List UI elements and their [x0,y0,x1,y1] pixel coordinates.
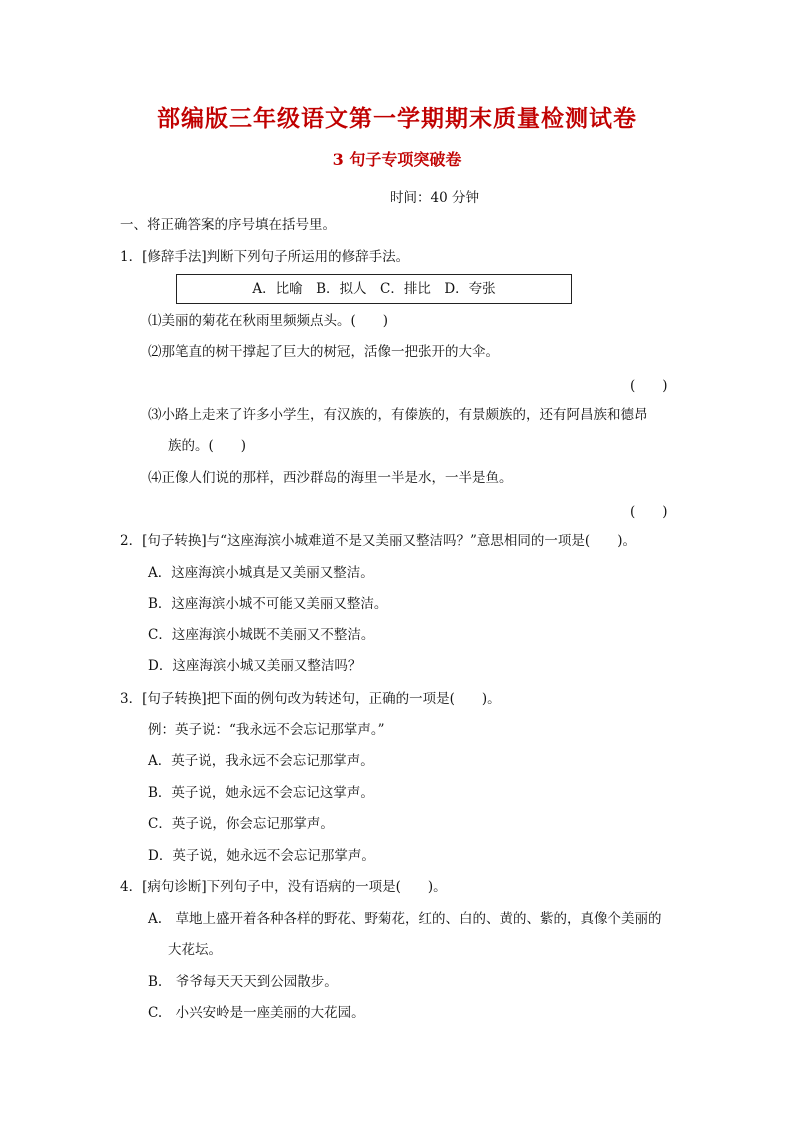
question-3-stem: 3．[句子转换]把下面的例句改为转述句，正确的一项是( )。 [120,691,501,707]
answer-blank: ( ) [630,504,668,520]
question-3-option-b: B．英子说，她永远不会忘记这掌声。 [148,785,374,801]
question-1-item-2: ⑵那笔直的树干撑起了巨大的树冠，活像一把张开的大伞。 [148,344,499,360]
question-4-option-a: A. 草地上盛开着各种各样的野花、野菊花，红的、白的、黄的、紫的，真像个美丽的 [148,911,662,927]
question-3-option-c: C．英子说，你会忘记那掌声。 [148,816,334,832]
question-1-item-3: ⑶小路上走来了许多小学生，有汉族的，有傣族的，有景颇族的，还有阿昌族和德昂 [148,407,648,423]
question-4-option-b: B. 爷爷每天天天到公园散步。 [148,974,338,990]
answer-blank: ( ) [630,378,668,394]
section-heading: 一、将正确答案的序号填在括号里。 [120,217,336,233]
question-2-option-d: D．这座海滨小城又美丽又整洁吗？ [148,658,362,674]
question-4-option-c: C. 小兴安岭是一座美丽的大花园。 [148,1005,365,1021]
question-2-stem: 2．[句子转换]与“这座海滨小城难道不是又美丽又整洁吗？”意思相同的一项是( )。 [120,533,636,549]
question-3-option-a: A．英子说，我永远不会忘记那掌声。 [148,753,374,769]
question-1-item-4: ⑷正像人们说的那样，西沙群岛的海里一半是水，一半是鱼。 [148,470,513,486]
rhetoric-options-box: A．比喻 B．拟人 C．排比 D．夸张 [176,274,572,304]
question-1-item-1: ⑴美丽的菊花在秋雨里频频点头。( ) [148,313,389,329]
question-2-option-b: B．这座海滨小城不可能又美丽又整洁。 [148,596,388,612]
question-4-option-a-cont: 大花坛。 [168,942,222,958]
exam-title: 部编版三年级语文第一学期期末质量检测试卷 [157,105,637,132]
question-3-option-d: D．英子说，她永远不会忘记那掌声。 [148,848,375,864]
question-2-option-a: A．这座海滨小城真是又美丽又整洁。 [148,565,374,581]
question-2-option-c: C．这座海滨小城既不美丽又不整洁。 [148,627,375,643]
question-1-item-3-cont: 族的。( ) [168,438,247,454]
exam-subtitle: 3 句子专项突破卷 [332,150,462,169]
question-4-stem: 4．[病句诊断]下列句子中，没有语病的一项是( )。 [120,879,447,895]
question-1-stem: 1．[修辞手法]判断下列句子所运用的修辞手法。 [120,249,410,265]
question-3-example: 例：英子说：“我永远不会忘记那掌声。” [148,722,385,738]
time-limit: 时间：40 分钟 [390,190,479,206]
